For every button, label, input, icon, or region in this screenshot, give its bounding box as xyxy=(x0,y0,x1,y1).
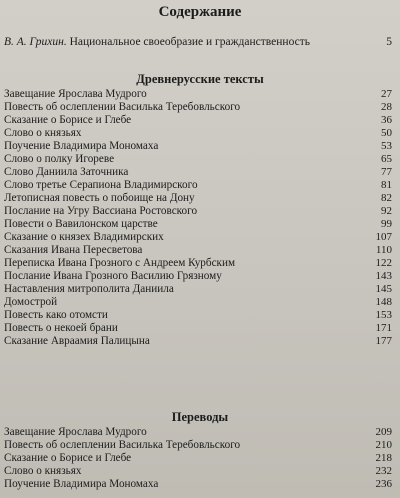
toc-entry xyxy=(4,244,392,257)
toc-entry-page-number: 145 xyxy=(375,283,392,295)
toc-entry-title: Слово Даниила Заточника xyxy=(4,166,129,178)
toc-entry-title: Наставления митрополита Даниила xyxy=(4,283,174,295)
toc-entry-title: Завещание Ярослава Мудрого xyxy=(4,426,147,438)
toc-entry-title: Повесть об ослеплении Василька Теребовльского xyxy=(4,101,241,113)
toc-entry-title: Сказание о Борисе и Глебе xyxy=(4,452,132,464)
toc-entry xyxy=(4,335,392,348)
toc-entry-title: Сказание о князех Владимирских xyxy=(4,231,164,243)
toc-entry xyxy=(4,140,392,153)
toc-entry xyxy=(4,465,392,478)
toc-entry xyxy=(4,309,392,322)
intro-page-number: 5 xyxy=(386,36,392,48)
toc-entry-page-number: 171 xyxy=(375,322,392,334)
toc-entry-title: Летописная повесть о побоище на Дону xyxy=(4,192,195,204)
toc-entry xyxy=(4,166,392,179)
toc-entry-page-number: 143 xyxy=(375,270,392,282)
toc-entry-title: Завещание Ярослава Мудрого xyxy=(4,88,147,100)
toc-entry-title: Слово третье Серапиона Владимирского xyxy=(4,179,198,191)
toc-entry-title: Повесть о некоей брани xyxy=(4,322,118,334)
toc-entry-page-number: 148 xyxy=(375,296,392,308)
toc-entry-page-number: 210 xyxy=(375,439,392,451)
toc-entry-page-number: 153 xyxy=(375,309,392,321)
toc-entry-title: Послание Ивана Грозного Василию Грязному xyxy=(4,270,222,282)
toc-entry-title: Послание на Угру Вассиана Ростовского xyxy=(4,205,198,217)
toc-entry-title: Повесть об ослеплении Василька Теребовльского xyxy=(4,439,241,451)
toc-entry-page-number: 209 xyxy=(375,426,392,438)
toc-entry-page-number: 82 xyxy=(381,192,392,204)
toc-entry-title: Домострой xyxy=(4,296,58,308)
toc-old-russian-texts xyxy=(4,88,392,348)
toc-entry-title: Повести о Вавилонском царстве xyxy=(4,218,158,230)
toc-entry-title: Поучение Владимира Мономаха xyxy=(4,478,159,490)
intro-author: В. А. Грихин. xyxy=(4,36,67,48)
toc-entry-title: Слово о князьях xyxy=(4,465,82,477)
toc-entry-title: Сказание о Борисе и Глебе xyxy=(4,114,132,126)
section-title-translations: Переводы xyxy=(171,410,229,424)
toc-entry-page-number: 236 xyxy=(375,478,392,490)
page-title: Содержание xyxy=(158,4,242,20)
toc-entry-page-number: 28 xyxy=(381,101,392,113)
toc-translations xyxy=(4,426,392,491)
toc-entry-title: Сказание Авраамия Палицына xyxy=(4,335,150,347)
toc-entry-title: Слово о полку Игореве xyxy=(4,153,115,165)
toc-entry xyxy=(4,426,392,439)
toc-entry-page-number: 81 xyxy=(381,179,392,191)
toc-entry-title: Повесть како отомсти xyxy=(4,309,108,321)
toc-entry xyxy=(4,88,392,101)
toc-entry-page-number: 218 xyxy=(375,452,392,464)
toc-entry-page-number: 36 xyxy=(381,114,392,126)
toc-entry xyxy=(4,270,392,283)
toc-entry xyxy=(4,322,392,335)
toc-entry xyxy=(4,179,392,192)
toc-entry-page-number: 99 xyxy=(381,218,392,230)
toc-entry-page-number: 232 xyxy=(375,465,392,477)
toc-entry-page-number: 27 xyxy=(381,88,392,100)
toc-entry xyxy=(4,478,392,491)
toc-entry-page-number: 50 xyxy=(381,127,392,139)
toc-entry xyxy=(4,101,392,114)
intro-text: Национальное своеобразие и гражданственность xyxy=(69,36,310,48)
toc-entry xyxy=(4,127,392,140)
toc-entry-page-number: 92 xyxy=(381,205,392,217)
toc-entry xyxy=(4,439,392,452)
toc-entry-page-number: 177 xyxy=(375,335,392,347)
toc-entry xyxy=(4,283,392,296)
toc-entry-title: Переписка Ивана Грозного с Андреем Курбским xyxy=(4,257,236,269)
toc-entry-title: Слово о князьях xyxy=(4,127,82,139)
toc-entry xyxy=(4,218,392,231)
toc-entry-page-number: 77 xyxy=(381,166,392,178)
toc-entry-page-number: 110 xyxy=(375,244,392,256)
toc-entry-page-number: 65 xyxy=(381,153,392,165)
section-title-old-russian-texts: Древнерусские тексты xyxy=(136,72,264,86)
toc-entry-title: Поучение Владимира Мономаха xyxy=(4,140,159,152)
toc-entry xyxy=(4,114,392,127)
intro-entry xyxy=(4,36,392,48)
toc-entry xyxy=(4,231,392,244)
toc-entry xyxy=(4,205,392,218)
toc-entry xyxy=(4,452,392,465)
toc-entry-page-number: 53 xyxy=(381,140,392,152)
intro-entry-title xyxy=(4,36,310,48)
toc-entry xyxy=(4,153,392,166)
toc-entry-title: Сказания Ивана Пересветова xyxy=(4,244,143,256)
toc-entry-page-number: 122 xyxy=(375,257,392,269)
toc-entry xyxy=(4,296,392,309)
toc-entry xyxy=(4,192,392,205)
toc-entry xyxy=(4,257,392,270)
toc-entry-page-number: 107 xyxy=(375,231,392,243)
